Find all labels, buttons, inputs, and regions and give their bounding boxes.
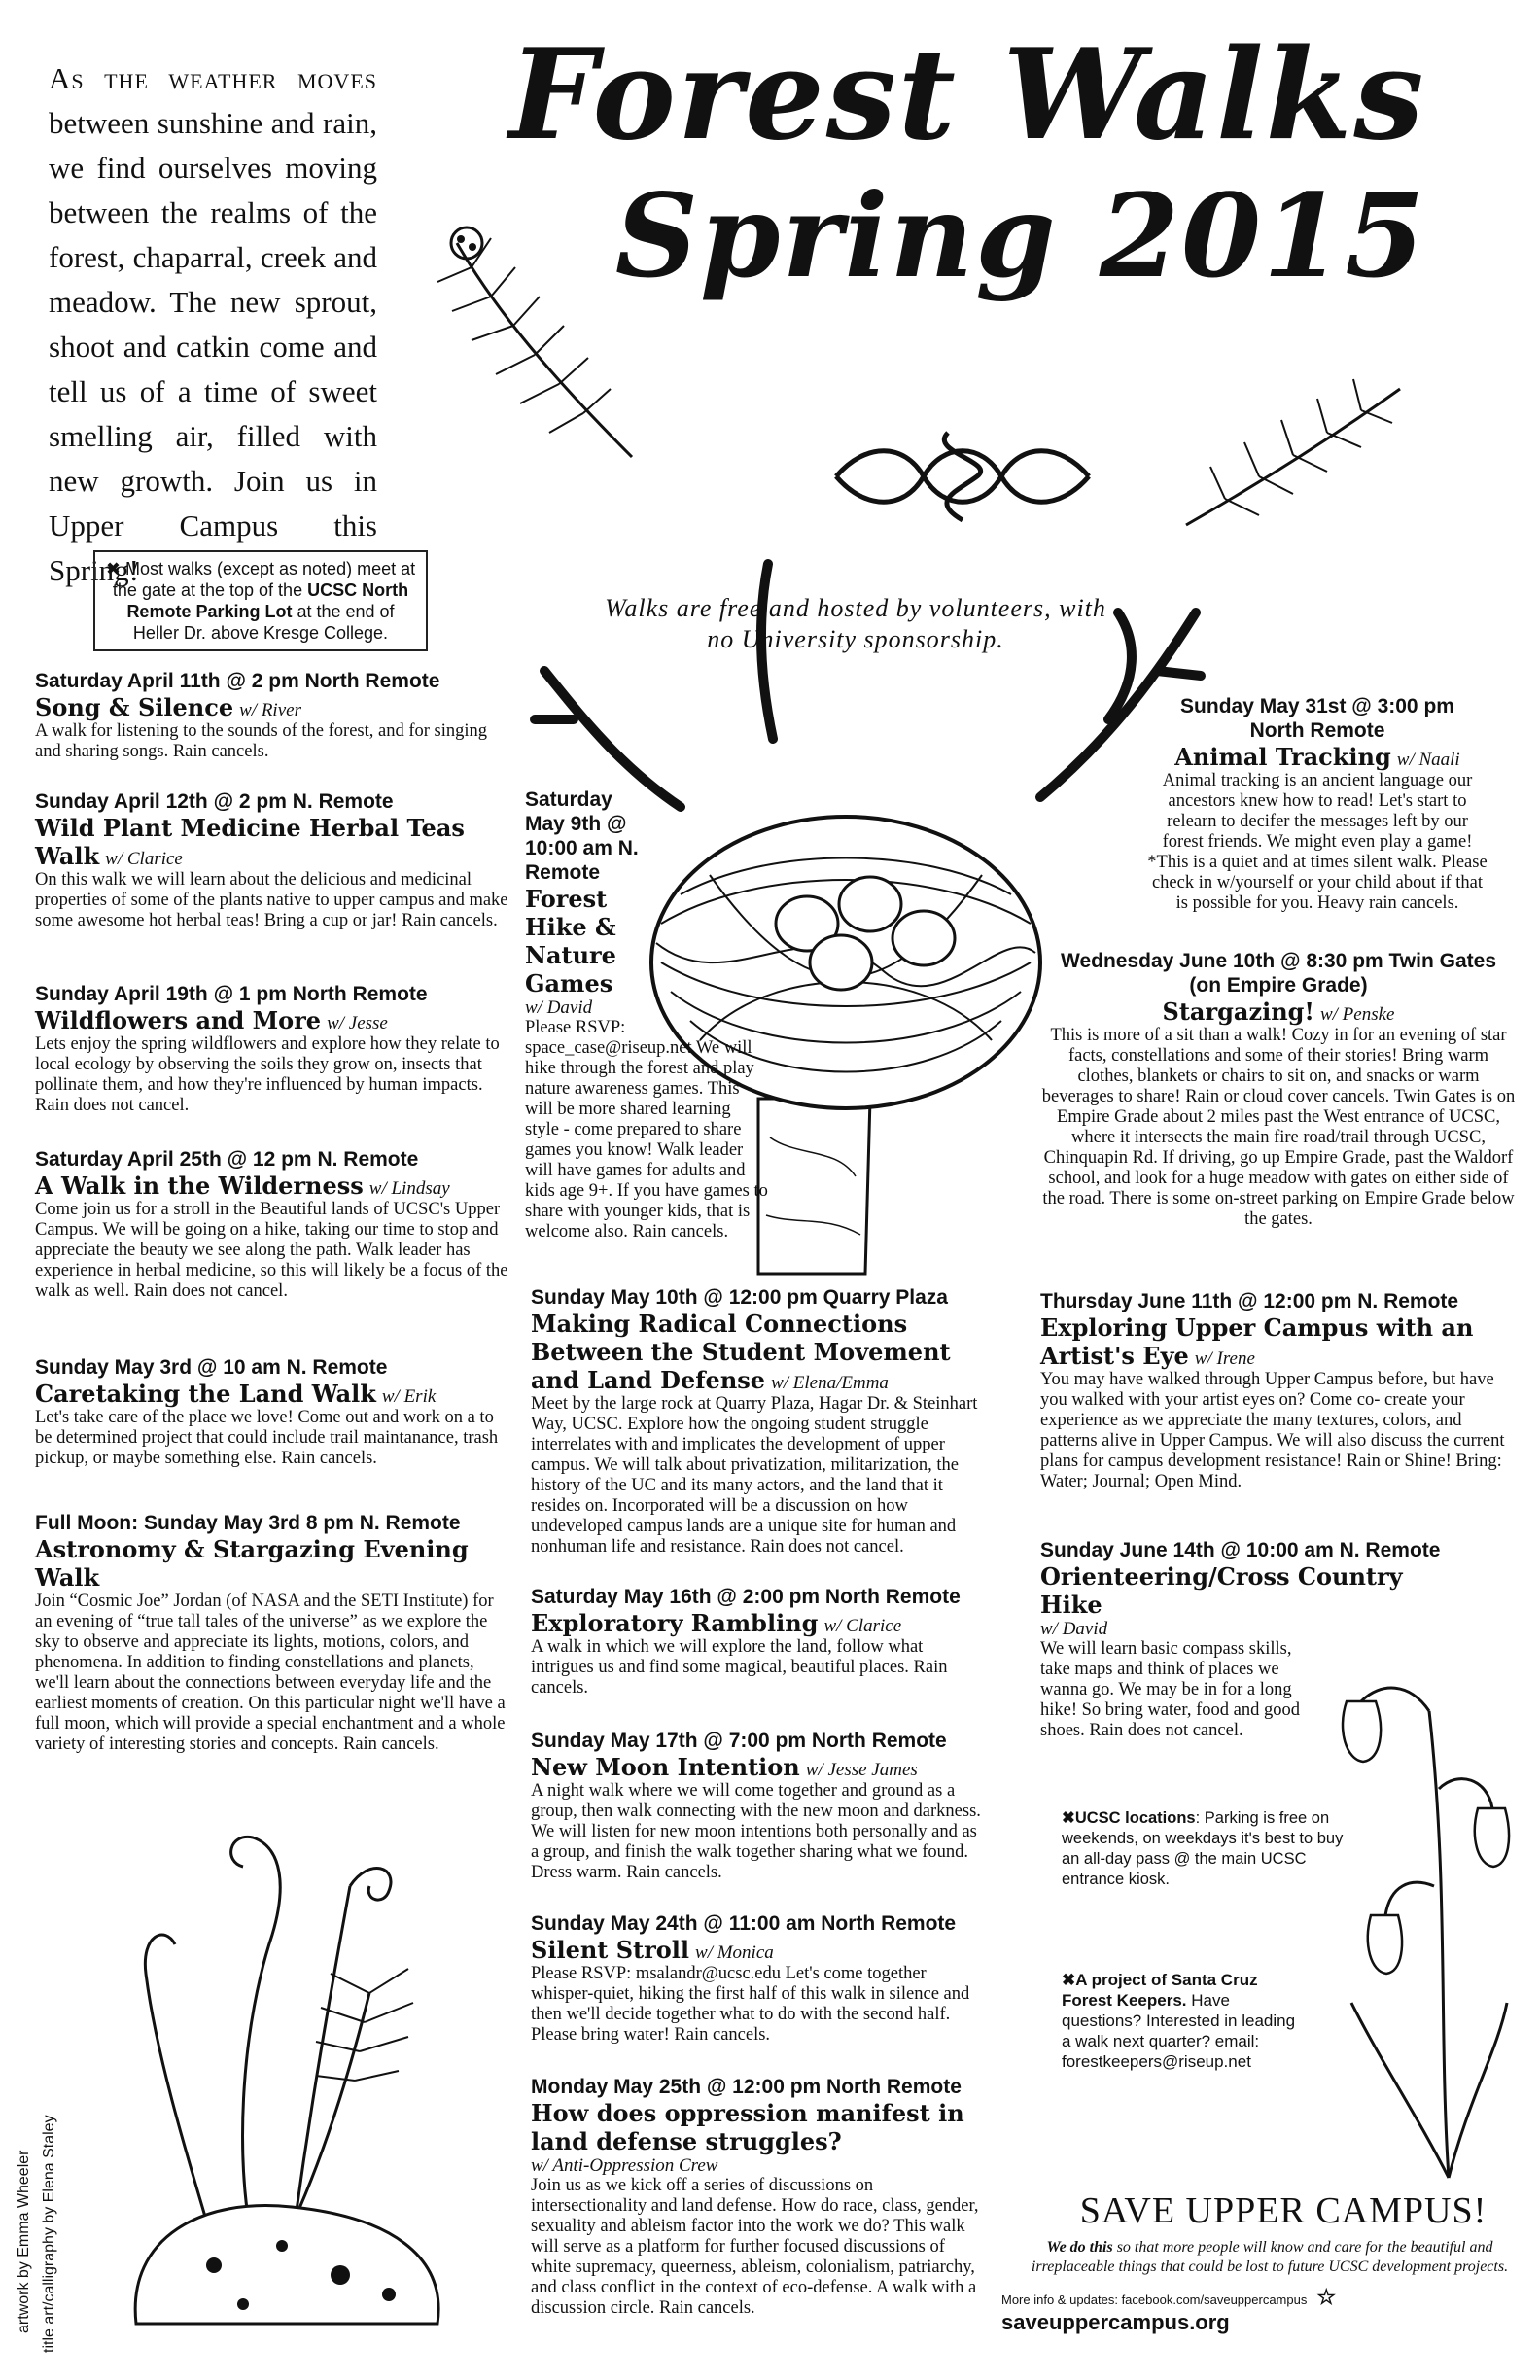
meeting-location-note [93,550,428,651]
event-exploratory-rambling [531,1585,988,1698]
event-title: Forest Hike & Nature Games [525,885,616,998]
note-prefix: ✖ Most walks (except as noted) meet at the gate at the top of the [105,559,416,600]
event-wildflowers [35,982,511,1116]
note-bold: UCSC North Remote Parking Lot [126,580,409,621]
event-date: Sunday April 19th @ 1 pm North Remote [35,983,428,1005]
event-title: Wildflowers and More [35,1006,322,1034]
event-artists-eye [1040,1289,1517,1492]
footer-links [1001,2285,1526,2335]
event-description: You may have walked through Upper Campus before, but have you walked with your artist eyes on? Come co- create your experience as we appreciate the many textures, colors, and patterns alive in Upper Campus. We will also discuss the current plans for campus development resistance! Rain or Shine! Bring: Water; Journal; Open Mind. [1040,1370,1505,1491]
event-title: Exploring Upper Campus with an Artist's Eye [1040,1313,1474,1370]
event-leader: w/ Anti-Oppression Crew [531,2155,718,2176]
event-description: Lets enjoy the spring wildflowers and explore how they relate to local ecology by observing the soils they grow on, insects that pollinate them, and how they're influenced by human impacts. Rain does not cancel. [35,1034,500,1115]
event-leader: w/ Clarice [823,1616,902,1636]
event-description: Please RSVP: msalandr@ucsc.edu Let's come together whisper-quiet, hiking the first half of this walk in silence and then we'll decide together what to do with the second half. Please bring water! Rain cancels. [531,1964,970,2045]
redwood-sprig-left-icon [418,214,651,476]
event-caretaking [35,1355,511,1469]
title-art-credit: title art/calligraphy by Elena Staley [41,2115,57,2353]
project-note [1062,1970,1305,2072]
event-title: Exploratory Rambling [531,1609,819,1637]
event-silent-stroll [531,1911,988,2046]
event-animal-tracking [1118,694,1517,914]
event-leader: w/ Jesse James [805,1760,918,1780]
locations-label: ✖UCSC locations [1062,1809,1196,1827]
event-date: Sunday May 24th @ 11:00 am North Remote [531,1912,957,1935]
wildflower-illustration-icon [1303,1594,1517,2197]
locations-text: : Parking is free on weekends, on weekdays it's best to buy an all-day pass @ the main UCSC entrance kiosk. [1062,1809,1344,1888]
event-date: Saturday May 9th @ 10:00 am N. Remote [525,788,639,884]
event-description: Join “Cosmic Joe” Jordan (of NASA and the SETI Institute) for an evening of “true tall tales of the universe” as we explore the sky to observe and appreciate its lights, motions, colors, and phenomena. In addition to finding constellations and planets, we'll learn about the connections between everyday life and the earliest moments of creation. On this particular night we'll have a full moon, which will provide a special enchantment and a whole variety of interesting stories and concepts. Rain cancels. [35,1592,506,1754]
event-leader: w/ Lindsay [368,1178,450,1199]
event-title: Making Radical Connections Between the Student Movement and Land Defense [531,1310,951,1394]
poster-title: Forest Walks [508,22,1426,168]
event-leader: w/ Irene [1194,1348,1255,1369]
free-walks-note: Walks are free and hosted by volunteers, with no University sponsorship. [605,594,1106,653]
event-new-moon [531,1729,988,1883]
intro-text: between sunshine and rain, we find ourselves moving between the realms of the forest, chaparral, creek and meadow. The new sprout, shoot and catkin come and tell us of a time of sweet smelling air, filled with new growth. Join us in Upper Campus this Spring! [49,106,377,587]
event-date: Saturday April 11th @ 2 pm North Remote [35,670,440,692]
project-label: ✖A project of Santa Cruz Forest Keepers. [1062,1971,1258,2010]
poster-subtitle: Spring 2015 [614,168,1427,303]
event-description: A walk for listening to the sounds of the forest, and for singing and sharing songs. Rain cancels. [35,721,488,761]
event-leader: w/ Erik [381,1386,437,1407]
ucsc-locations-note [1062,1808,1353,1890]
event-date: Full Moon: Sunday May 3rd 8 pm N. Remote [35,1512,461,1534]
intro-paragraph [49,56,377,593]
event-leader: w/ River [239,700,301,720]
event-leader: w/ Monica [695,1942,774,1963]
project-text: Have questions? Interested in leading a walk next quarter? email: forestkeepers@riseup.net [1062,1991,1296,2071]
event-title: Song & Silence [35,693,234,721]
event-description: A night walk where we will come together and ground as a group, then walk connecting with the new moon and darkness. We will listen for new moon intentions both personally and as a group, and finish the walk together sharing what we found. Dress warm. Rain cancels. [531,1781,981,1882]
event-leader: w/ Jesse [327,1013,388,1033]
event-date: Sunday June 14th @ 10:00 am N. Remote [1040,1539,1441,1561]
redwood-sprig-right-icon [1167,369,1419,535]
event-date: Wednesday June 10th @ 8:30 pm Twin Gates (on Empire Grade) [1061,950,1496,997]
event-description: Let's take care of the place we love! Come out and work on a to be determined project that could include trail maintanance, trash pickup, or maybe something else. Rain cancels. [35,1408,499,1468]
event-description: We will learn basic compass skills, take maps and think of places we wanna go. We may be in for a long hike! So bring water, food and good shoes. Rain does not cancel. [1040,1639,1300,1740]
event-title: Astronomy & Stargazing Evening Walk [35,1535,469,1592]
event-title: Silent Stroll [531,1936,690,1964]
event-date: Sunday April 12th @ 2 pm N. Remote [35,790,394,813]
event-astronomy [35,1511,511,1755]
event-date: Saturday April 25th @ 12 pm N. Remote [35,1148,419,1171]
event-anti-oppression [531,2075,988,2319]
flourish-ornament-icon [826,423,1099,530]
event-description: Animal tracking is an ancient language our ancestors knew how to read! Let's start to relearn to decifer the messages left by our forest friends. We might even play a game! *This is a quiet and at times silent walk. Please check in w/yourself or your child about if that is possible for you. Heavy rain cancels. [1147,771,1488,913]
event-song-silence [35,669,511,762]
event-title: A Walk in the Wilderness [35,1172,364,1200]
event-description: Meet by the large rock at Quarry Plaza, Hagar Dr. & Steinhart Way, UCSC. Explore how the ongoing student struggle interrelates with and implicates the development of upper campus. We will talk about privatization, militarization, the history of the UC and its many actors, and the land that it resides on. Incorporated will be a discussion on how undeveloped campus lands are a unique site for human and nonhuman life and resistance. Rain does not cancel. [531,1394,978,1557]
event-date: Sunday May 17th @ 7:00 pm North Remote [531,1730,947,1752]
event-description: This is more of a sit than a walk! Cozy in for an evening of star facts, constellations and some of their stories! Bring warm clothes, blankets or chairs to sit on, and snacks or warm beverages to share! Rain or cloud cover cancels. Twin Gates is on Empire Grade about 2 miles past the West entrance of UCSC, where it intersects the main fire road/trail through UCSC, Chinquapin Rd. If driving, go up Empire Grade, past the Waldorf school, and look for a huge meadow with gates on either side of the road. There is some on-street parking on Empire Grade below the gates. [1041,1026,1516,1229]
event-leader: w/ David [525,998,593,1018]
website-link[interactable]: ☆ saveuppercampus.org [1001,2285,1337,2334]
event-leader: w/ Naali [1396,750,1460,770]
event-title: Animal Tracking [1174,743,1391,771]
note-suffix: at the end of Heller Dr. above Kresge College. [132,602,395,643]
event-description: On this walk we will learn about the delicious and medicinal properties of some of the plants native to upper campus and make some awesome hot herbal teas! Bring a cup or jar! Rain cancels. [35,870,508,930]
event-description: A walk in which we will explore the land, follow what intrigues us and find some magical, beautiful places. Rain cancels. [531,1637,948,1698]
intro-lead: As the weather moves [49,61,377,95]
event-title: Stargazing! [1162,998,1314,1026]
event-date: Sunday May 3rd @ 10 am N. Remote [35,1356,388,1379]
event-leader: w/ David [1040,1619,1108,1639]
event-description: Come join us for a stroll in the Beautiful lands of UCSC's Upper Campus. We will be going on a hike, taking our time to stop and appreciate the beauty we see along the path. Walk leader has experience in herbal medicine, so this will likely be a focus of the walk as well. Rain does not cancel. [35,1200,508,1301]
event-title: How does oppression manifest in land defense struggles? [531,2099,964,2155]
artwork-credit: artwork by Emma Wheeler [16,2150,32,2333]
event-leader: w/ Clarice [105,849,183,869]
event-title: Orienteering/Cross Country Hike [1040,1562,1403,1619]
event-date: Monday May 25th @ 12:00 pm North Remote [531,2076,962,2098]
more-info-link[interactable]: More info & updates: facebook.com/saveuppercampus [1001,2292,1308,2307]
event-stargazing [1040,949,1517,1230]
tagline-text: so that more people will know and care for the beautiful and irreplaceable things that could be lost to future UCSC development projects. [1031,2239,1509,2275]
event-date: Sunday May 31st @ 3:00 pm North Remote [1180,695,1454,742]
event-date: Thursday June 11th @ 12:00 pm N. Remote [1040,1290,1459,1312]
event-herbal-teas [35,789,511,931]
save-upper-campus-heading: SAVE UPPER CAMPUS! [1079,2190,1488,2231]
event-description: Please RSVP: space_case@riseup.net We will hike through the forest and play nature awareness games. This will be more shared learning style - come prepared to share games you know! Walk leader will have games for adults and kids age 9+. If you have games to share with younger kids, that is welcome also. Rain cancels. [525,1018,768,1242]
event-description: Join us as we kick off a series of discussions on intersectionality and land defense. How do race, class, gender, sexuality and ableism factor into the work we do? This walk will serve as a platform for further focused discussions of white supremacy, queerness, ableism, colonialism, patriarchy, and class conflict in the context of eco-defense. A walk with a discussion circle. Rain cancels. [531,2176,979,2318]
save-tagline [1021,2238,1519,2277]
event-wilderness-walk [35,1147,511,1302]
event-forest-hike-games [525,788,817,1242]
event-title: Wild Plant Medicine Herbal Teas Walk [35,814,465,870]
event-leader: w/ Elena/Emma [771,1373,889,1393]
event-date: Saturday May 16th @ 2:00 pm North Remote [531,1586,961,1608]
event-radical-connections [531,1285,988,1558]
event-leader: w/ Penske [1319,1004,1395,1025]
event-title: Caretaking the Land Walk [35,1380,376,1408]
tagline-bold: We do this [1046,2239,1113,2256]
event-title: New Moon Intention [531,1753,800,1781]
fern-rock-illustration-icon [39,1779,496,2353]
event-date: Sunday May 10th @ 12:00 pm Quarry Plaza [531,1286,948,1309]
